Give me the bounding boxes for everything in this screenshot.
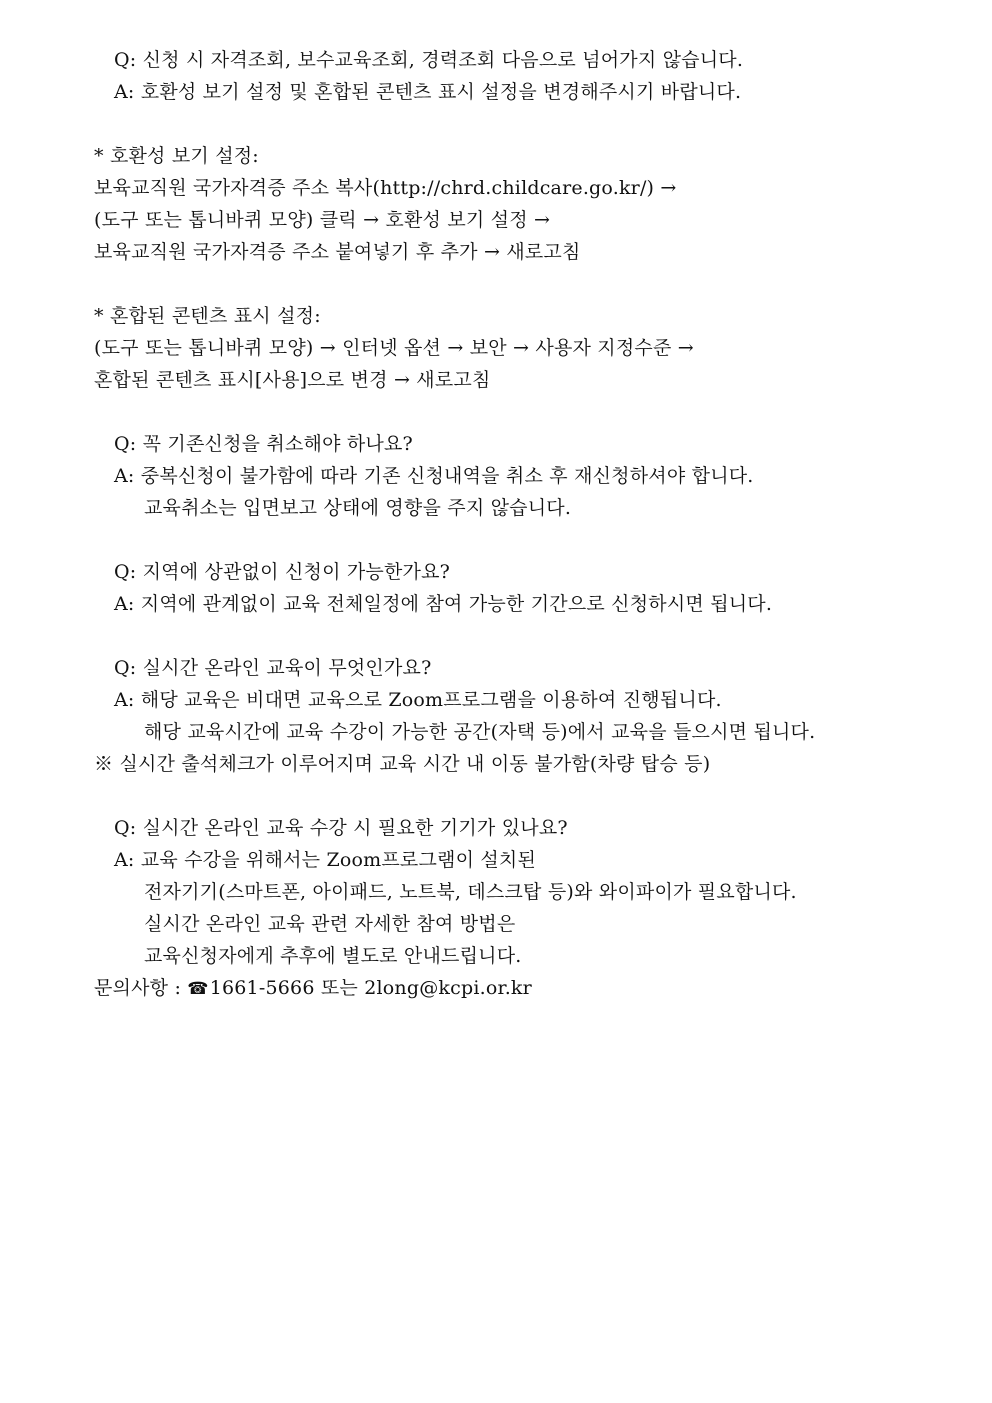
compat-view-step-3: 보육교직원 국가자격증 주소 붙여넣기 후 추가 → 새로고침 xyxy=(94,241,581,263)
contact-phone: 1661-5666 xyxy=(209,977,315,999)
faq4-question: Q: 실시간 온라인 교육이 무엇인가요? xyxy=(114,657,432,679)
faq4-answer-cont: 해당 교육시간에 교육 수강이 가능한 공간(자택 등)에서 교육을 들으시면 됩니다. xyxy=(144,721,816,743)
faq1-question: Q: 신청 시 자격조회, 보수교육조회, 경력조회 다음으로 넘어가지 않습니다. xyxy=(114,49,744,71)
faq3-question: Q: 지역에 상관없이 신청이 가능한가요? xyxy=(114,561,451,583)
compat-view-heading: * 호환성 보기 설정: xyxy=(94,145,259,167)
compat-view-step-1: 보육교직원 국가자격증 주소 복사(http://chrd.childcare.go.kr/) → xyxy=(94,177,677,199)
faq2-answer: A: 중복신청이 불가함에 따라 기존 신청내역을 취소 후 재신청하셔야 합니다. xyxy=(114,465,754,487)
faq1-answer: A: 호환성 보기 설정 및 혼합된 콘텐츠 표시 설정을 변경해주시기 바랍니다. xyxy=(114,81,742,103)
phone-icon: ☎ xyxy=(187,979,209,999)
mixed-content-step-2: 혼합된 콘텐츠 표시[사용]으로 변경 → 새로고침 xyxy=(94,369,491,391)
faq2-answer-cont: 교육취소는 입면보고 상태에 영향을 주지 않습니다. xyxy=(144,497,572,519)
faq5-answer: A: 교육 수강을 위해서는 Zoom프로그램이 설치된 xyxy=(114,849,537,871)
mixed-content-heading: * 혼합된 콘텐츠 표시 설정: xyxy=(94,305,321,327)
spacer xyxy=(94,620,914,652)
faq4-answer: A: 해당 교육은 비대면 교육으로 Zoom프로그램을 이용하여 진행됩니다. xyxy=(114,689,722,711)
faq5-answer-cont-3: 교육신청자에게 추후에 별도로 안내드립니다. xyxy=(144,945,522,967)
faq5-question: Q: 실시간 온라인 교육 수강 시 필요한 기기가 있나요? xyxy=(114,817,568,839)
spacer xyxy=(94,396,914,428)
contact-connector: 또는 xyxy=(314,977,365,999)
spacer xyxy=(94,108,914,140)
faq4-note: ※ 실시간 출석체크가 이루어지며 교육 시간 내 이동 불가함(차량 탑승 등) xyxy=(94,753,711,775)
faq-content xyxy=(94,44,914,1004)
compat-view-step-2: (도구 또는 톱니바퀴 모양) 클릭 → 호환성 보기 설정 → xyxy=(94,209,551,231)
faq2-question: Q: 꼭 기존신청을 취소해야 하나요? xyxy=(114,433,413,455)
faq3-answer: A: 지역에 관계없이 교육 전체일정에 참여 가능한 기간으로 신청하시면 됩니다. xyxy=(114,593,773,615)
spacer xyxy=(94,524,914,556)
faq5-answer-cont-2: 실시간 온라인 교육 관련 자세한 참여 방법은 xyxy=(144,913,516,935)
contact-label: 문의사항 : xyxy=(94,977,188,999)
spacer xyxy=(94,268,914,300)
mixed-content-step-1: (도구 또는 톱니바퀴 모양) → 인터넷 옵션 → 보안 → 사용자 지정수준 → xyxy=(94,337,694,359)
contact-email[interactable]: 2long@kcpi.or.kr xyxy=(364,977,532,999)
spacer xyxy=(94,780,914,812)
contact-line xyxy=(94,972,914,1004)
faq5-answer-cont-1: 전자기기(스마트폰, 아이패드, 노트북, 데스크탑 등)와 와이파이가 필요합니다. xyxy=(144,881,797,903)
